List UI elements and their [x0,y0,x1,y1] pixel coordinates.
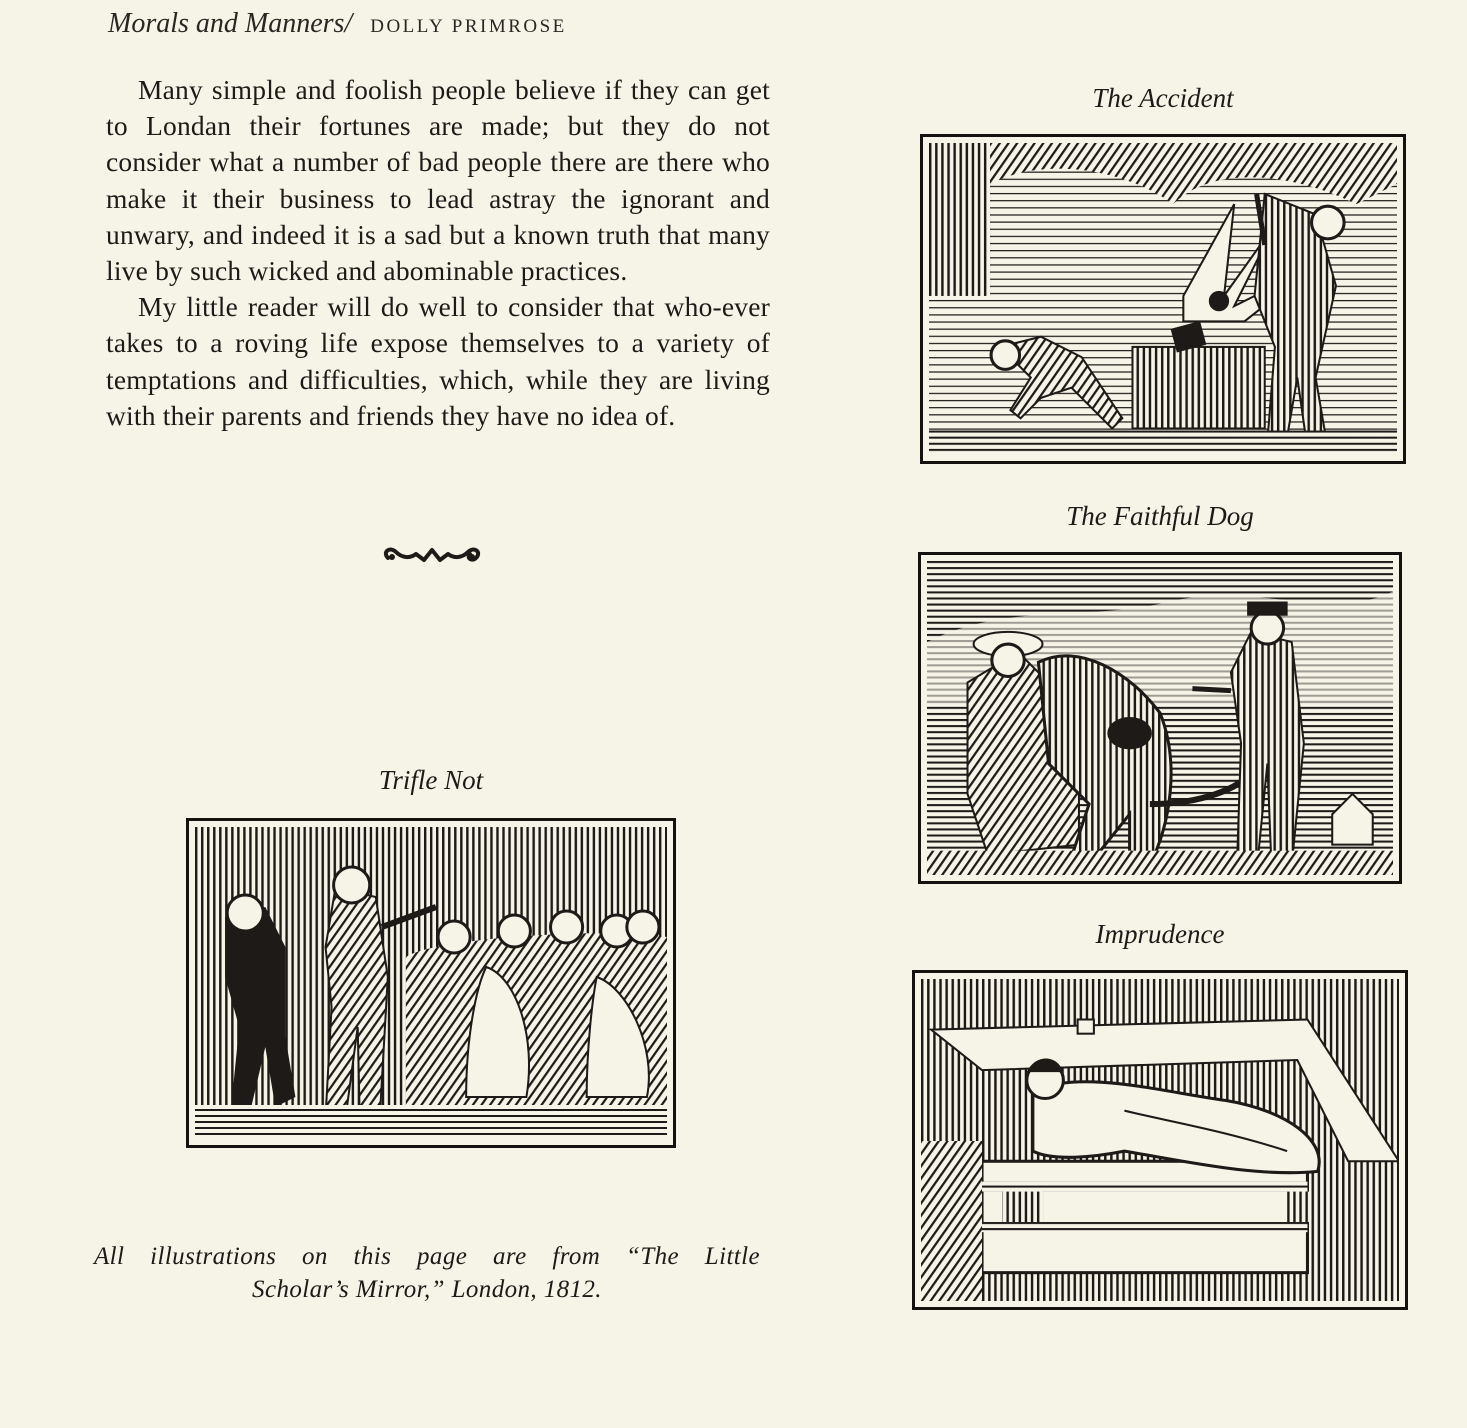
footnote-line: All illustrations on this page are from “The Little [94,1243,760,1270]
section-title: Morals and Manners/ [108,8,353,39]
illustration-source-note [94,1240,760,1306]
running-head [108,4,567,44]
body-text [106,72,770,434]
woodcut-exploding-box-image [929,143,1397,455]
illustration-caption: Imprudence [1095,919,1225,949]
illustration-the-accident [920,82,1406,464]
paragraph: My little reader will do well to consider that who-ever takes to a roving life expose themselves to a variety of temptations and difficulties, which, while they are living with their parents and friends they have no idea of. [106,291,770,431]
flourish-ornament-icon [380,540,484,570]
woodcut-frame [920,134,1406,464]
woodcut-group-scene-image [195,827,667,1139]
woodcut-chest-image [921,979,1399,1301]
woodcut-frame [912,970,1408,1310]
illustration-caption: Trifle Not [378,765,484,795]
woodcut-dog-attack-image [927,561,1393,875]
illustration-caption: The Faithful Dog [1066,501,1254,531]
illustration-the-faithful-dog [918,500,1402,884]
paragraph: Many simple and foolish people believe if they can get to Londan their fortunes are made; but they do not consider what a number of bad people there are there who make it their business to lead astray the ignorant and unwary, and indeed it is a sad but a known truth that many live by such wicked and abominable practices. [106,74,770,287]
illustration-trifle-not [186,764,676,1148]
woodcut-frame [186,818,676,1148]
woodcut-frame [918,552,1402,884]
book-title: DOLLY PRIMROSE [370,16,567,37]
illustration-caption: The Accident [1092,83,1234,113]
footnote-line: Scholar’s Mirror,” London, 1812. [252,1276,602,1303]
illustration-imprudence [912,918,1408,1310]
